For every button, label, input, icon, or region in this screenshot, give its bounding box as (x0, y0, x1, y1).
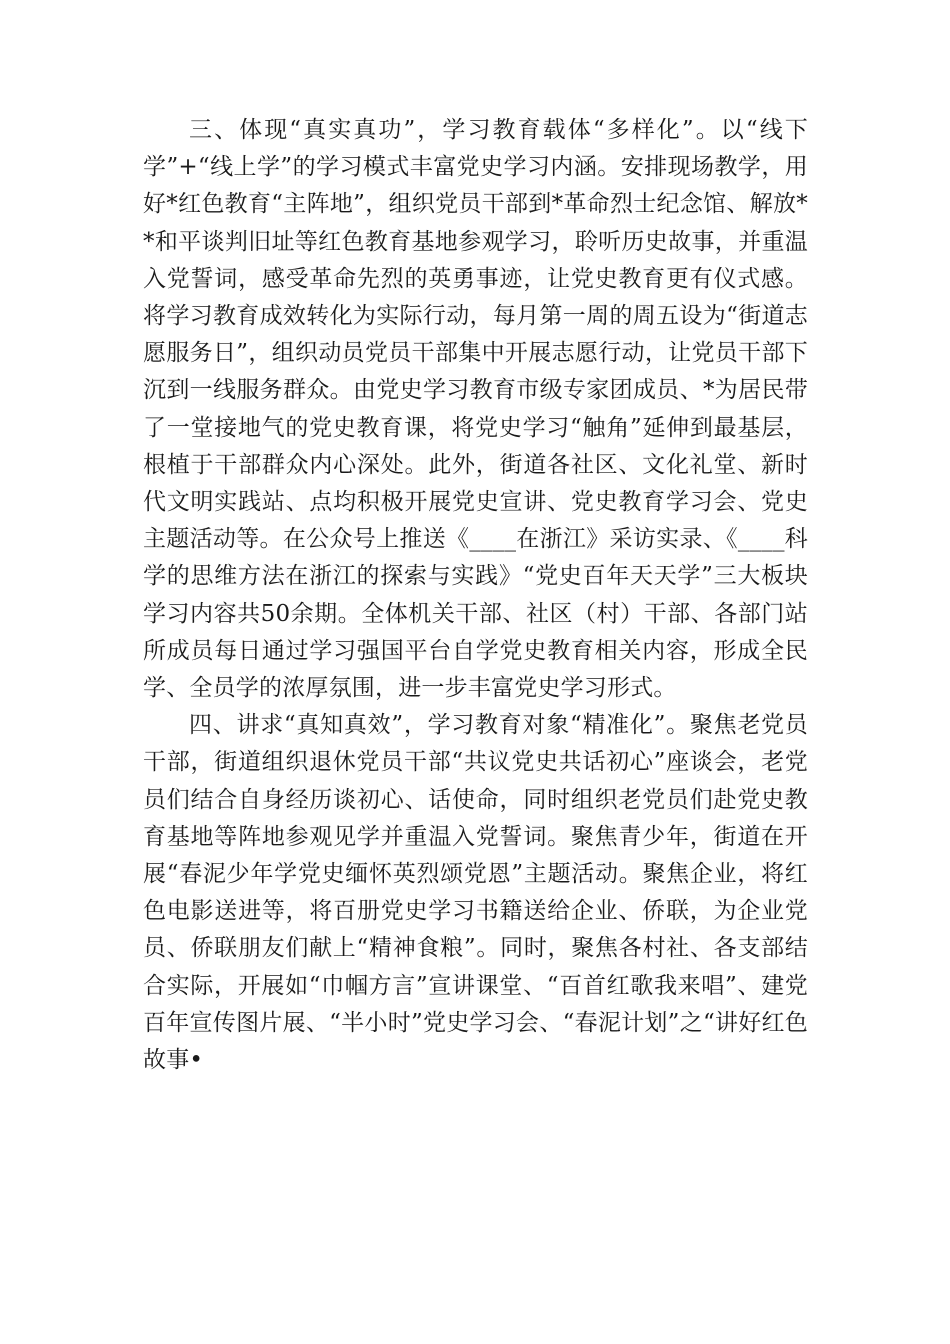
paragraph-section-three: 三、体现“真实真功”，学习教育载体“多样化”。以“线下学”+“线上学”的学习模式丰富党史学习内涵。安排现场教学，用好*红色教育“主阵地”，组织党员干部到*革命烈士纪念馆、解放**和平谈判旧址等红色教育基地参观学习，聆听历史故事，并重温入党誓词，感受革命先烈的英勇事迹，让党史教育更有仪式感。将学习教育成效转化为实际行动，每月第一周的周五设为“街道志愿服务日”，组织动员党员干部集中开展志愿行动，让党员干部下沉到一线服务群众。由党史学习教育市级专家团成员、*为居民带了一堂接地气的党史教育课，将党史学习“触角”延伸到最基层，根植于干部群众内心深处。此外，街道各社区、文化礼堂、新时代文明实践站、点均积极开展党史宣讲、党史教育学习会、党史主题活动等。在公众号上推送《____在浙江》采访实录、《____科学的思维方法在浙江的探索与实践》“党史百年天天学”三大板块学习内容共50余期。全体机关干部、社区（村）干部、各部门站所成员每日通过学习强国平台自学党史教育相关内容，形成全民学、全员学的浓厚氛围，进一步丰富党史学习形式。 (143, 117, 808, 702)
document-body (143, 112, 808, 1079)
paragraph-section-four: 四、讲求“真知真效”，学习教育对象“精准化”。聚焦老党员干部，街道组织退休党员干部“共议党史共话初心”座谈会，老党员们结合自身经历谈初心、话使命，同时组织老党员们赴党史教育基地等阵地参观见学并重温入党誓词。聚焦青少年，街道在开展“春泥少年学党史缅怀英烈颂党恩”主题活动。聚焦企业，将红色电影送进等，将百册党史学习书籍送给企业、侨联，为企业党员、侨联朋友们献上“精神食粮”。同时，聚焦各村社、各支部结合实际，开展如“巾帼方言”宣讲课堂、“百首红歌我来唱”、建党百年宣传图片展、“半小时”党史学习会、“春泥计划”之“讲好红色故事• (143, 712, 808, 1074)
